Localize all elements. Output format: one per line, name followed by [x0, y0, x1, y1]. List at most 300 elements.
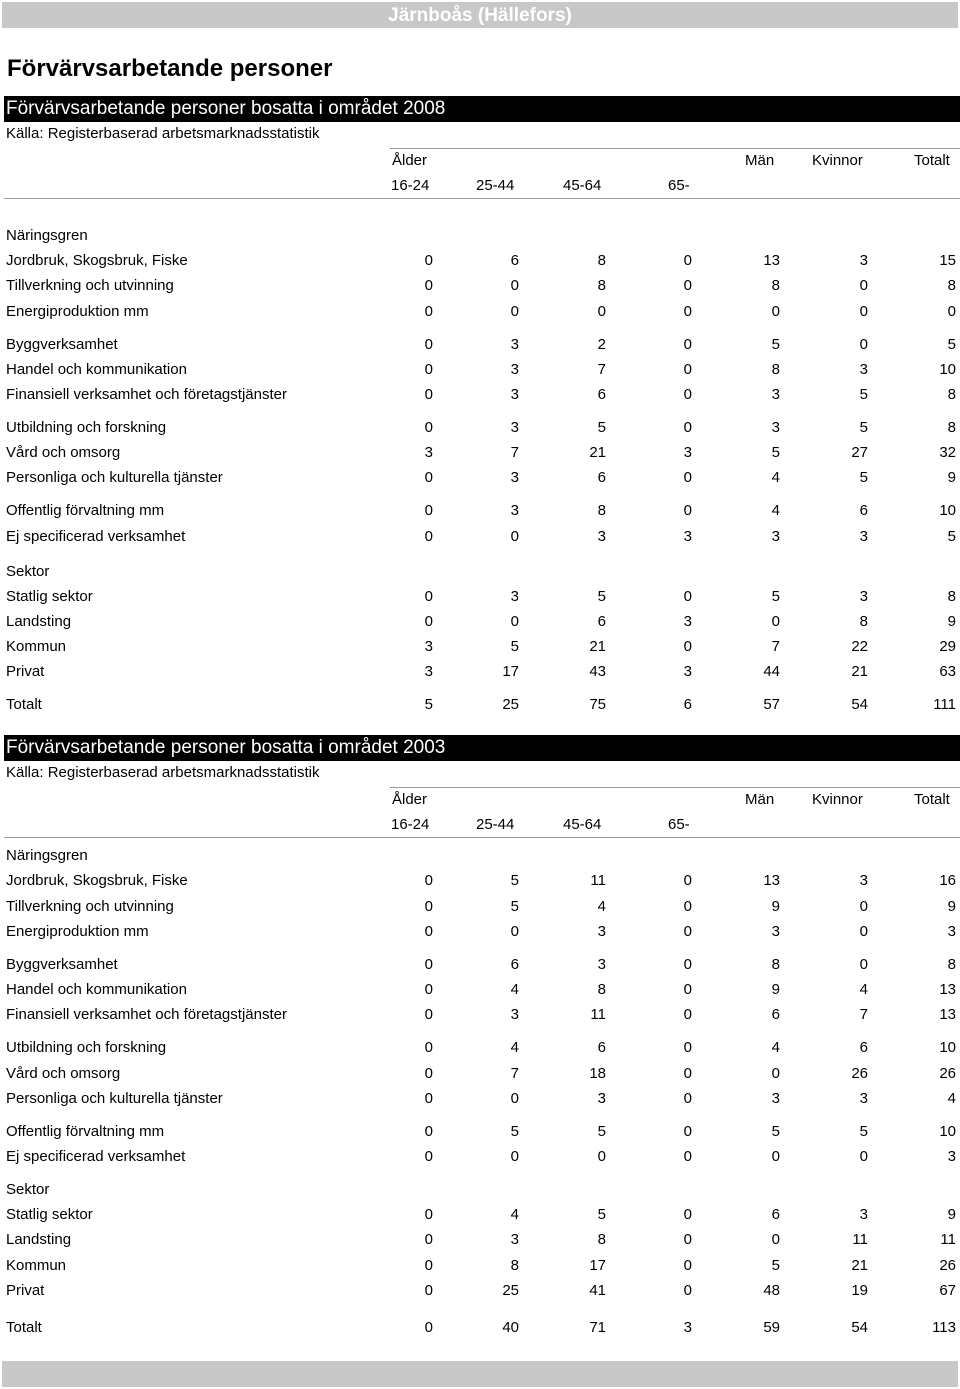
row-value: 4: [510, 1206, 519, 1223]
industry-row: [0, 251, 960, 271]
row-value: 113: [932, 1319, 956, 1336]
row-label: Totalt: [6, 696, 42, 713]
row-value: 6: [597, 613, 606, 630]
industry-row: [0, 443, 960, 463]
row-value: 3: [947, 1148, 956, 1165]
row-value: 0: [424, 336, 433, 353]
row-label: Finansiell verksamhet och företagstjänster: [6, 1006, 287, 1023]
industry-row: [0, 302, 960, 322]
row-value: 4: [859, 981, 868, 998]
row-label: Byggverksamhet: [6, 336, 118, 353]
row-value: 9: [771, 981, 780, 998]
row-value: 111: [933, 696, 956, 713]
row-value: 75: [589, 696, 606, 713]
row-value: 3: [597, 956, 606, 973]
row-value: 0: [771, 1148, 780, 1165]
row-value: 0: [424, 613, 433, 630]
row-label: Kommun: [6, 638, 67, 655]
row-value: 0: [424, 1282, 433, 1299]
row-value: 8: [597, 277, 606, 294]
page-title: Förvärvsarbetande personer: [7, 55, 333, 82]
row-value: 0: [424, 419, 433, 436]
row-value: 4: [947, 1090, 956, 1107]
row-value: 5: [771, 336, 780, 353]
row-value: 5: [859, 1123, 868, 1140]
row-value: 18: [589, 1065, 606, 1082]
row-label: Utbildning och forskning: [6, 1039, 167, 1056]
row-value: 0: [424, 923, 433, 940]
age-group-header: 16-24: [391, 177, 430, 194]
row-value: 6: [859, 502, 868, 519]
industry-row: [0, 922, 960, 942]
row-value: 10: [939, 1123, 956, 1140]
row-value: 54: [851, 696, 868, 713]
industry-row: [0, 1064, 960, 1084]
row-value: 5: [597, 1123, 606, 1140]
row-value: 0: [683, 1065, 692, 1082]
row-value: 4: [771, 502, 780, 519]
row-value: 15: [939, 252, 956, 269]
row-value: 8: [859, 613, 868, 630]
row-value: 0: [683, 1282, 692, 1299]
age-group-header: 65-: [668, 816, 690, 833]
row-value: 27: [851, 444, 868, 461]
row-value: 9: [947, 613, 956, 630]
row-value: 0: [424, 981, 433, 998]
row-value: 3: [597, 528, 606, 545]
row-value: 10: [939, 502, 956, 519]
row-value: 0: [683, 638, 692, 655]
industry-row: [0, 276, 960, 296]
row-value: 8: [771, 277, 780, 294]
row-value: 4: [771, 469, 780, 486]
header-divider: [4, 837, 960, 838]
row-value: 8: [947, 588, 956, 605]
row-value: 3: [424, 444, 433, 461]
row-value: 0: [683, 588, 692, 605]
row-value: 5: [597, 1206, 606, 1223]
row-label: Offentlig förvaltning mm: [6, 502, 165, 519]
row-label: Jordbruk, Skogsbruk, Fiske: [6, 872, 188, 889]
industry-row: [0, 980, 960, 1000]
row-value: 0: [424, 1231, 433, 1248]
row-value: 0: [771, 303, 780, 320]
row-value: 0: [424, 1123, 433, 1140]
row-value: 0: [683, 469, 692, 486]
row-value: 0: [424, 1206, 433, 1223]
row-value: 10: [939, 1039, 956, 1056]
row-label: Totalt: [6, 1319, 42, 1336]
row-value: 0: [683, 361, 692, 378]
row-value: 0: [424, 1148, 433, 1165]
row-value: 21: [851, 663, 868, 680]
row-value: 21: [851, 1257, 868, 1274]
row-value: 0: [683, 1206, 692, 1223]
row-value: 0: [683, 336, 692, 353]
row-label: Offentlig förvaltning mm: [6, 1123, 165, 1140]
row-value: 9: [947, 1206, 956, 1223]
section-heading: Förvärvsarbetande personer bosatta i området 2008: [4, 96, 960, 122]
row-label: Personliga och kulturella tjänster: [6, 1090, 223, 1107]
row-value: 5: [771, 444, 780, 461]
row-value: 5: [859, 386, 868, 403]
row-value: 8: [597, 1231, 606, 1248]
industry-row: [0, 501, 960, 521]
row-value: 0: [424, 502, 433, 519]
row-value: 3: [859, 1090, 868, 1107]
row-value: 3: [771, 386, 780, 403]
row-value: 17: [502, 663, 519, 680]
row-value: 9: [771, 898, 780, 915]
row-value: 7: [771, 638, 780, 655]
row-value: 25: [502, 1282, 519, 1299]
row-value: 8: [947, 277, 956, 294]
row-value: 3: [683, 613, 692, 630]
women-header: Kvinnor: [812, 791, 863, 808]
row-value: 59: [763, 1319, 780, 1336]
industry-label: Näringsgren: [6, 227, 88, 244]
row-value: 0: [683, 303, 692, 320]
row-value: 40: [502, 1319, 519, 1336]
row-value: 26: [939, 1257, 956, 1274]
row-value: 5: [510, 898, 519, 915]
row-value: 5: [771, 1257, 780, 1274]
row-value: 6: [683, 696, 692, 713]
row-value: 0: [859, 898, 868, 915]
row-value: 0: [424, 1006, 433, 1023]
row-label: Personliga och kulturella tjänster: [6, 469, 223, 486]
row-value: 3: [859, 528, 868, 545]
age-group-header: 45-64: [563, 816, 602, 833]
row-value: 6: [771, 1006, 780, 1023]
row-value: 0: [771, 1065, 780, 1082]
row-label: Statlig sektor: [6, 1206, 93, 1223]
row-value: 8: [947, 386, 956, 403]
row-value: 57: [763, 696, 780, 713]
industry-row: [0, 1122, 960, 1142]
age-group-header: 16-24: [391, 816, 430, 833]
row-value: 5: [771, 1123, 780, 1140]
industry-row: [0, 527, 960, 547]
row-value: 71: [589, 1319, 606, 1336]
section-source: Källa: Registerbaserad arbetsmarknadsstatistik: [6, 764, 320, 781]
row-value: 41: [589, 1282, 606, 1299]
row-value: 0: [683, 1090, 692, 1107]
total-row: [0, 1318, 960, 1338]
row-value: 3: [683, 444, 692, 461]
row-value: 11: [590, 1006, 606, 1023]
row-value: 0: [597, 1148, 606, 1165]
row-value: 0: [683, 386, 692, 403]
row-value: 0: [510, 613, 519, 630]
row-label: Energiproduktion mm: [6, 303, 149, 320]
row-value: 0: [510, 923, 519, 940]
total-header: Totalt: [914, 152, 950, 169]
industry-row: [0, 335, 960, 355]
sector-row: [0, 637, 960, 657]
row-value: 8: [597, 981, 606, 998]
men-header: Män: [745, 791, 775, 808]
row-value: 0: [683, 1039, 692, 1056]
row-value: 6: [859, 1039, 868, 1056]
row-value: 5: [597, 419, 606, 436]
sector-row: [0, 1281, 960, 1301]
row-value: 4: [597, 898, 606, 915]
header-divider: [4, 198, 960, 199]
row-label: Finansiell verksamhet och företagstjänster: [6, 386, 287, 403]
row-value: 5: [510, 638, 519, 655]
row-value: 3: [947, 923, 956, 940]
row-value: 0: [683, 898, 692, 915]
row-value: 3: [510, 502, 519, 519]
row-value: 0: [947, 303, 956, 320]
row-value: 0: [510, 1090, 519, 1107]
row-value: 0: [424, 277, 433, 294]
row-value: 26: [851, 1065, 868, 1082]
row-value: 0: [683, 1257, 692, 1274]
row-value: 0: [424, 872, 433, 889]
row-value: 3: [683, 663, 692, 680]
women-header: Kvinnor: [812, 152, 863, 169]
row-value: 10: [939, 361, 956, 378]
sector-label: Sektor: [6, 563, 50, 580]
row-value: 9: [947, 898, 956, 915]
industry-row: [0, 1089, 960, 1109]
sector-label: Sektor: [6, 1181, 50, 1198]
row-value: 43: [589, 663, 606, 680]
row-value: 5: [597, 588, 606, 605]
row-value: 21: [589, 638, 606, 655]
row-value: 0: [683, 277, 692, 294]
row-value: 0: [683, 252, 692, 269]
row-value: 13: [763, 252, 780, 269]
row-value: 0: [424, 588, 433, 605]
row-value: 0: [859, 1148, 868, 1165]
industry-row: [0, 1038, 960, 1058]
row-value: 13: [939, 981, 956, 998]
header-divider: [390, 787, 960, 788]
footer-bar: [2, 1361, 958, 1387]
industry-row: [0, 418, 960, 438]
row-value: 21: [589, 444, 606, 461]
row-value: 0: [424, 1039, 433, 1056]
sector-row: [0, 587, 960, 607]
row-value: 32: [939, 444, 956, 461]
row-value: 8: [771, 956, 780, 973]
row-value: 0: [771, 613, 780, 630]
row-value: 0: [424, 252, 433, 269]
row-value: 0: [683, 1006, 692, 1023]
row-label: Energiproduktion mm: [6, 923, 149, 940]
row-label: Privat: [6, 663, 45, 680]
row-value: 3: [510, 386, 519, 403]
row-value: 3: [859, 252, 868, 269]
row-value: 0: [683, 1231, 692, 1248]
industry-row: [0, 871, 960, 891]
row-value: 0: [683, 872, 692, 889]
row-value: 0: [424, 303, 433, 320]
row-value: 0: [424, 361, 433, 378]
row-value: 5: [510, 1123, 519, 1140]
row-value: 0: [510, 528, 519, 545]
row-value: 3: [859, 872, 868, 889]
age-header: Ålder: [392, 152, 428, 169]
row-value: 5: [859, 419, 868, 436]
row-value: 0: [683, 923, 692, 940]
row-value: 11: [852, 1231, 868, 1248]
age-group-header: 65-: [668, 177, 690, 194]
sector-row: [0, 662, 960, 682]
row-value: 0: [424, 386, 433, 403]
row-value: 0: [859, 336, 868, 353]
row-value: 0: [683, 956, 692, 973]
row-value: 16: [939, 872, 956, 889]
row-value: 6: [510, 956, 519, 973]
row-value: 3: [683, 528, 692, 545]
row-value: 0: [859, 303, 868, 320]
sector-row: [0, 1230, 960, 1250]
row-value: 0: [424, 1065, 433, 1082]
row-label: Ej specificerad verksamhet: [6, 528, 186, 545]
row-value: 8: [771, 361, 780, 378]
row-value: 5: [771, 588, 780, 605]
row-label: Handel och kommunikation: [6, 981, 187, 998]
row-value: 5: [947, 336, 956, 353]
row-value: 7: [859, 1006, 868, 1023]
men-header: Män: [745, 152, 775, 169]
industry-label: Näringsgren: [6, 847, 88, 864]
row-value: 11: [940, 1231, 956, 1248]
age-header: Ålder: [392, 791, 428, 808]
row-value: 26: [939, 1065, 956, 1082]
row-value: 8: [597, 252, 606, 269]
row-value: 11: [590, 872, 606, 889]
row-value: 3: [859, 588, 868, 605]
age-group-header: 25-44: [476, 816, 515, 833]
age-group-header: 45-64: [563, 177, 602, 194]
row-value: 22: [851, 638, 868, 655]
row-value: 0: [424, 1319, 433, 1336]
row-value: 0: [424, 956, 433, 973]
row-value: 0: [771, 1231, 780, 1248]
row-value: 6: [597, 469, 606, 486]
row-value: 0: [683, 1123, 692, 1140]
row-value: 0: [424, 898, 433, 915]
row-value: 67: [939, 1282, 956, 1299]
row-value: 0: [510, 303, 519, 320]
row-value: 0: [683, 502, 692, 519]
row-value: 6: [510, 252, 519, 269]
row-value: 3: [510, 336, 519, 353]
industry-row: [0, 897, 960, 917]
row-value: 4: [771, 1039, 780, 1056]
row-value: 63: [939, 663, 956, 680]
row-value: 3: [771, 419, 780, 436]
row-value: 0: [683, 1148, 692, 1165]
row-value: 48: [763, 1282, 780, 1299]
industry-row: [0, 1147, 960, 1167]
row-value: 13: [939, 1006, 956, 1023]
row-label: Utbildning och forskning: [6, 419, 167, 436]
row-value: 3: [424, 663, 433, 680]
row-value: 0: [859, 923, 868, 940]
row-value: 3: [510, 588, 519, 605]
row-value: 5: [947, 528, 956, 545]
row-value: 7: [597, 361, 606, 378]
row-value: 0: [424, 1257, 433, 1274]
sector-row: [0, 1205, 960, 1225]
row-value: 0: [424, 469, 433, 486]
row-value: 3: [510, 1231, 519, 1248]
row-value: 3: [771, 528, 780, 545]
row-value: 5: [859, 469, 868, 486]
industry-row: [0, 468, 960, 488]
row-value: 3: [510, 1006, 519, 1023]
row-value: 5: [424, 696, 433, 713]
row-value: 13: [763, 872, 780, 889]
row-label: Handel och kommunikation: [6, 361, 187, 378]
row-label: Privat: [6, 1282, 45, 1299]
row-value: 0: [859, 277, 868, 294]
row-value: 3: [683, 1319, 692, 1336]
row-value: 3: [510, 469, 519, 486]
row-label: Ej specificerad verksamhet: [6, 1148, 186, 1165]
industry-row: [0, 385, 960, 405]
row-label: Vård och omsorg: [6, 1065, 121, 1082]
sector-row: [0, 612, 960, 632]
row-value: 25: [502, 696, 519, 713]
row-value: 3: [771, 1090, 780, 1107]
row-label: Tillverkning och utvinning: [6, 898, 174, 915]
row-label: Byggverksamhet: [6, 956, 118, 973]
row-label: Tillverkning och utvinning: [6, 277, 174, 294]
age-group-header: 25-44: [476, 177, 515, 194]
row-value: 6: [597, 386, 606, 403]
row-value: 9: [947, 469, 956, 486]
row-label: Jordbruk, Skogsbruk, Fiske: [6, 252, 188, 269]
header-divider: [390, 148, 960, 149]
sector-row: [0, 1256, 960, 1276]
row-label: Vård och omsorg: [6, 444, 121, 461]
row-label: Kommun: [6, 1257, 67, 1274]
row-value: 0: [424, 1090, 433, 1107]
region-title: Järnboås (Hällefors): [388, 5, 572, 26]
row-value: 0: [510, 277, 519, 294]
industry-row: [0, 360, 960, 380]
row-value: 3: [859, 361, 868, 378]
section-source: Källa: Registerbaserad arbetsmarknadsstatistik: [6, 125, 320, 142]
section-heading: Förvärvsarbetande personer bosatta i området 2003: [4, 735, 960, 761]
row-value: 0: [683, 981, 692, 998]
row-value: 29: [939, 638, 956, 655]
row-value: 3: [771, 923, 780, 940]
row-value: 3: [510, 419, 519, 436]
total-row: [0, 695, 960, 715]
row-value: 3: [597, 923, 606, 940]
row-value: 3: [859, 1206, 868, 1223]
row-value: 2: [597, 336, 606, 353]
row-value: 19: [851, 1282, 868, 1299]
industry-row: [0, 955, 960, 975]
row-label: Landsting: [6, 1231, 72, 1248]
row-value: 7: [510, 444, 519, 461]
row-value: 0: [424, 528, 433, 545]
row-value: 5: [510, 872, 519, 889]
row-value: 8: [597, 502, 606, 519]
row-value: 0: [510, 1148, 519, 1165]
row-value: 17: [589, 1257, 606, 1274]
row-value: 8: [947, 956, 956, 973]
